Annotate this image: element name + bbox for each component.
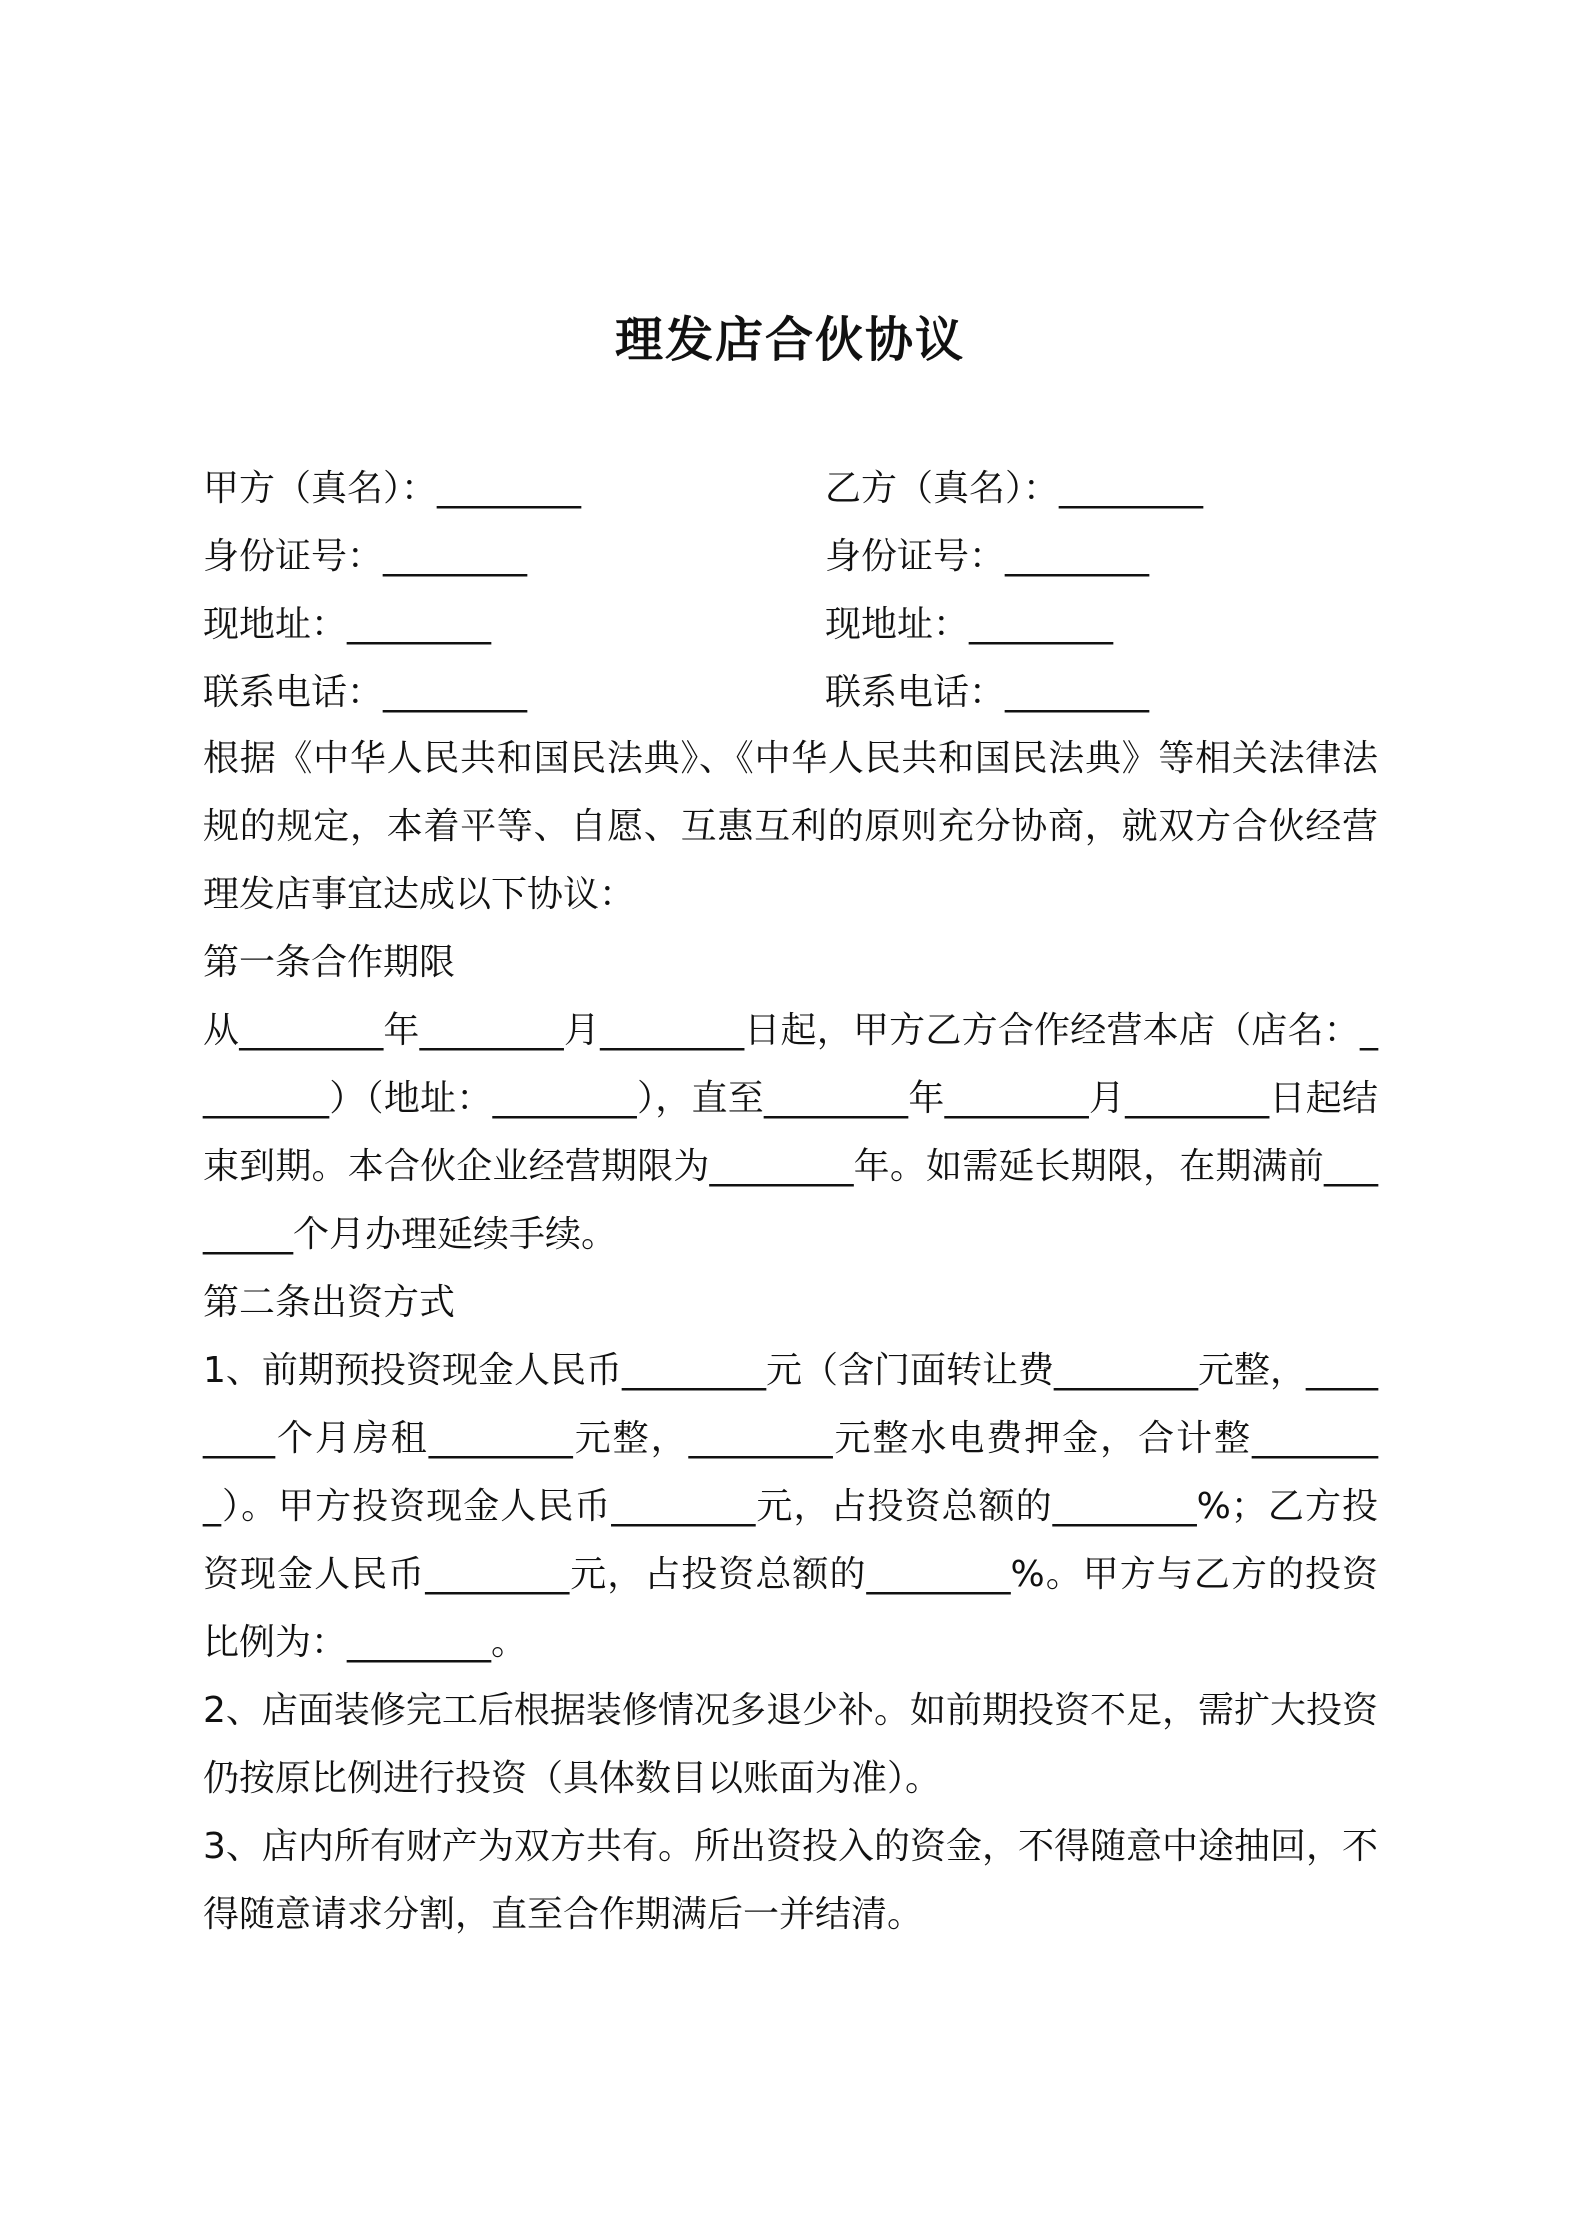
article-2-item-1: 1、前期预投资现金人民币________元（含门面转让费________元整，________个月房租________元整，________元整水电费押金，合计整________）。甲方投资现金人民币________元，占投资总额的________%；乙方投资现金人民币________元，占投资总额的________%。甲方与乙方的投资比例为：________。 <box>203 1350 1378 1663</box>
article-1-heading: 第一条合作期限 <box>203 942 456 983</box>
address-row <box>203 591 1383 659</box>
preamble-paragraph: 根据《中华人民共和国民法典》、《中华人民共和国民法典》等相关法律法规的规定，本着平等、自愿、互惠互利的原则充分协商，就双方合伙经营理发店事宜达成以下协议： <box>203 738 1378 915</box>
id-row <box>203 523 1383 591</box>
party-b-id: 身份证号：________ <box>825 536 1150 577</box>
party-b-phone: 联系电话：________ <box>825 672 1150 713</box>
party-info-section <box>203 455 1383 727</box>
party-b-name: 乙方（真名）：________ <box>825 468 1204 509</box>
party-a-id: 身份证号：________ <box>203 536 528 577</box>
article-1-text: 从________年________月________日起，甲方乙方合作经营本店（店名：________）（地址：________），直至________年________月________日起结束到期。本合伙企业经营期限为________年。如需延长期限，在期满前________个月办理延续手续。 <box>203 1010 1378 1255</box>
party-a-address: 现地址：________ <box>203 604 492 645</box>
phone-row <box>203 659 1383 727</box>
agreement-body <box>203 725 1378 1949</box>
article-2-item-2: 2、店面装修完工后根据装修情况多退少补。如前期投资不足，需扩大投资仍按原比例进行投资（具体数目以账面为准）。 <box>203 1690 1378 1799</box>
party-a-phone: 联系电话：________ <box>203 672 528 713</box>
name-row <box>203 455 1383 523</box>
party-a-name: 甲方（真名）：________ <box>203 468 582 509</box>
article-2-item-3: 3、店内所有财产为双方共有。所出资投入的资金，不得随意中途抽回，不得随意请求分割，直至合作期满后一并结清。 <box>203 1826 1378 1935</box>
article-2-heading: 第二条出资方式 <box>203 1282 456 1323</box>
party-b-address: 现地址：________ <box>825 604 1114 645</box>
document-title: 理发店合伙协议 <box>614 312 965 368</box>
